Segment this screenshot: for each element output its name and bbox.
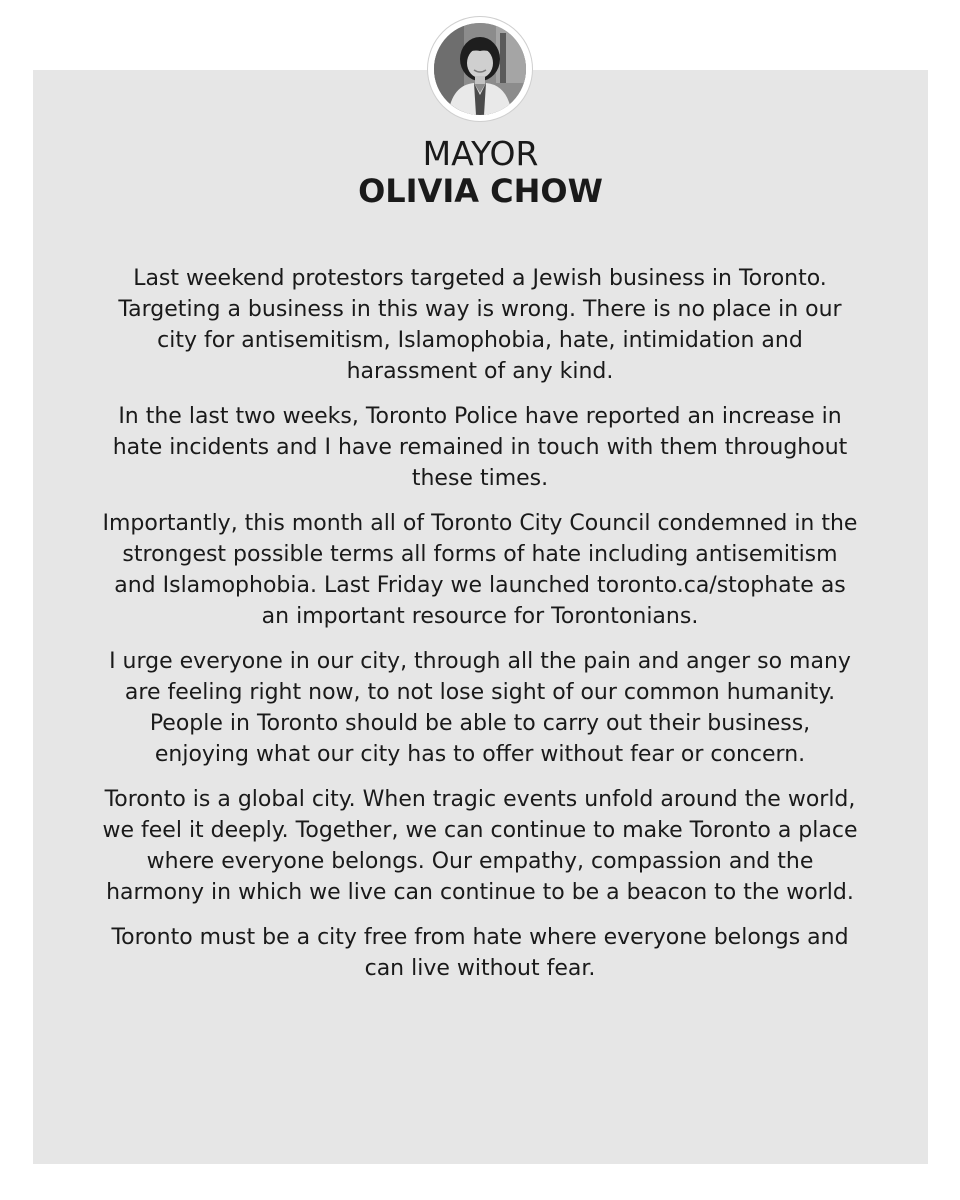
statement-paragraph: I urge everyone in our city, through all the pain and anger so many are feeling right now, to not lose sight of our common humanity. People in Toronto should be able to carry out their business, enjoying what our city has to offer without fear or concern. xyxy=(109,649,851,767)
statement-paragraph: Toronto must be a city free from hate where everyone belongs and can live without fear. xyxy=(111,925,849,981)
title-mayor: MAYOR xyxy=(422,134,539,173)
statement-paragraph: Last weekend protestors targeted a Jewish business in Toronto. Targeting a business in this way is wrong. There is no place in our city for antisemitism, Islamophobia, hate, intimidation and harassment of any kind. xyxy=(118,266,842,384)
statement-paragraph: In the last two weeks, Toronto Police have reported an increase in hate incidents and I have remained in touch with them throughout these times. xyxy=(112,404,848,491)
title-block xyxy=(33,135,928,209)
title-name: OLIVIA CHOW xyxy=(358,172,603,210)
statement-paragraph: Importantly, this month all of Toronto City Council condemned in the strongest possible terms all forms of hate including antisemitism and Islamophobia. Last Friday we launched toronto.ca/stophate as an important resource for Torontonians. xyxy=(102,511,858,629)
statement-paragraph: Toronto is a global city. When tragic events unfold around the world, we feel it deeply. Together, we can continue to make Toronto a place where everyone belongs. Our empathy, compassion and the harmony in which we live can continue to be a beacon to the world. xyxy=(102,787,858,905)
portrait-photo xyxy=(434,23,526,115)
statement-body xyxy=(100,263,860,998)
avatar xyxy=(434,23,526,115)
avatar-ring xyxy=(428,17,532,121)
